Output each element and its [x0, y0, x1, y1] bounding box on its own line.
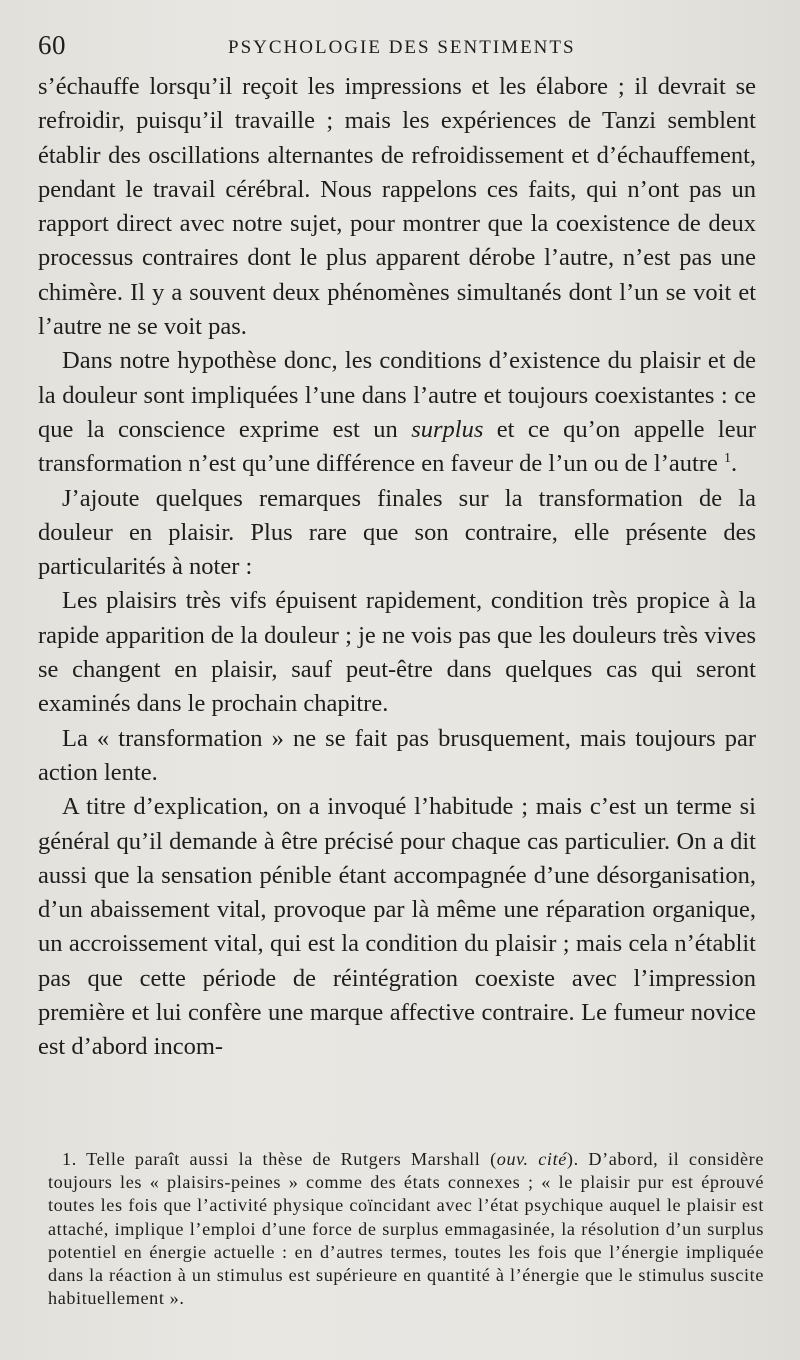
- main-text: [38, 70, 756, 1065]
- paragraph-2: [38, 344, 756, 481]
- footnote-1-citation: ouv. cité: [496, 1149, 567, 1169]
- paragraph-1: s’échauffe lorsqu’il reçoit les impressions et les élabore ; il devrait se refroidir, puisqu’il travaille ; mais les expériences de Tanzi semblent établir des oscillations alternantes de refroidissement et d’échauffement, pendant le travail cérébral. Nous rappelons ces faits, qui n’ont pas un rapport direct avec notre sujet, pour montrer que la coexistence de deux processus contraires dont le plus apparent dérobe l’autre, n’est pas une chimère. Il y a souvent deux phénomènes simultanés dont l’un se voit et l’autre ne se voit pas.: [38, 73, 756, 341]
- paragraph-4: Les plaisirs très vifs épuisent rapidement, condition très propice à la rapide apparition de la douleur ; je ne vois pas que les douleurs très vives se changent en plaisir, sauf peut-être dans quelques cas qui seront examinés dans le prochain chapitre.: [38, 587, 756, 718]
- running-title: PSYCHOLOGIE DES SENTIMENTS: [228, 37, 576, 58]
- footnote-1-text-b: ). D’abord, il considère toujours les « plaisirs-peines » comme des états connexes ; « le plaisir pur est éprouvé toutes les fois que l’activité physique coïncidant avec l’état psychique auquel le plaisir est attaché, implique l’emploi d’une force de surplus emmagasinée, la résolution d’un surplus potentiel en énergie actuelle : en d’autres termes, toutes les fois que l’énergie impliquée dans la réaction à un stimulus est supérieure en quantité à l’énergie que le stimulus suscite habituellement ».: [48, 1149, 764, 1309]
- page-header: [38, 30, 758, 66]
- footnote-1-text-a: 1. Telle paraît aussi la thèse de Rutgers Marshall (: [62, 1149, 497, 1169]
- footnote-reference: 1: [723, 451, 731, 467]
- page-number: 60: [38, 30, 66, 60]
- paragraph-2-text-b: et ce qu’on appelle leur transformation n’est qu’une différence en faveur de l’un ou de l’autre: [38, 415, 756, 478]
- paragraph-6: A titre d’explication, on a invoqué l’habitude ; mais c’est un terme si général qu’il demande à être précisé pour chaque cas particulier. On a dit aussi que la sensation pénible étant accompagnée d’une désorganisation, d’un abaissement vital, provoque par là même une réparation organique, un accroissement vital, qui est la condition du plaisir ; mais cela n’établit pas que cette période de réintégration coexiste avec l’impression première et lui confère une marque affective contraire. Le fumeur novice est d’abord incom-: [38, 793, 756, 1061]
- paragraph-2-end: .: [730, 450, 738, 478]
- paragraph-3: J’ajoute quelques remarques finales sur la transformation de la douleur en plaisir. Plus rare que son contraire, elle présente des particularités à noter :: [38, 484, 756, 581]
- surplus-emphasis: surplus: [411, 415, 484, 443]
- paragraph-2-text-a: Dans notre hypothèse donc, les conditions d’existence du plaisir et de la douleur sont impliquées l’une dans l’autre et toujours coexistantes : ce que la conscience exprime est un: [38, 347, 756, 443]
- paragraph-5: La « transformation » ne se fait pas brusquement, mais toujours par action lente.: [38, 724, 756, 786]
- footnote-1: [48, 1148, 764, 1310]
- footnotes: [48, 1148, 764, 1310]
